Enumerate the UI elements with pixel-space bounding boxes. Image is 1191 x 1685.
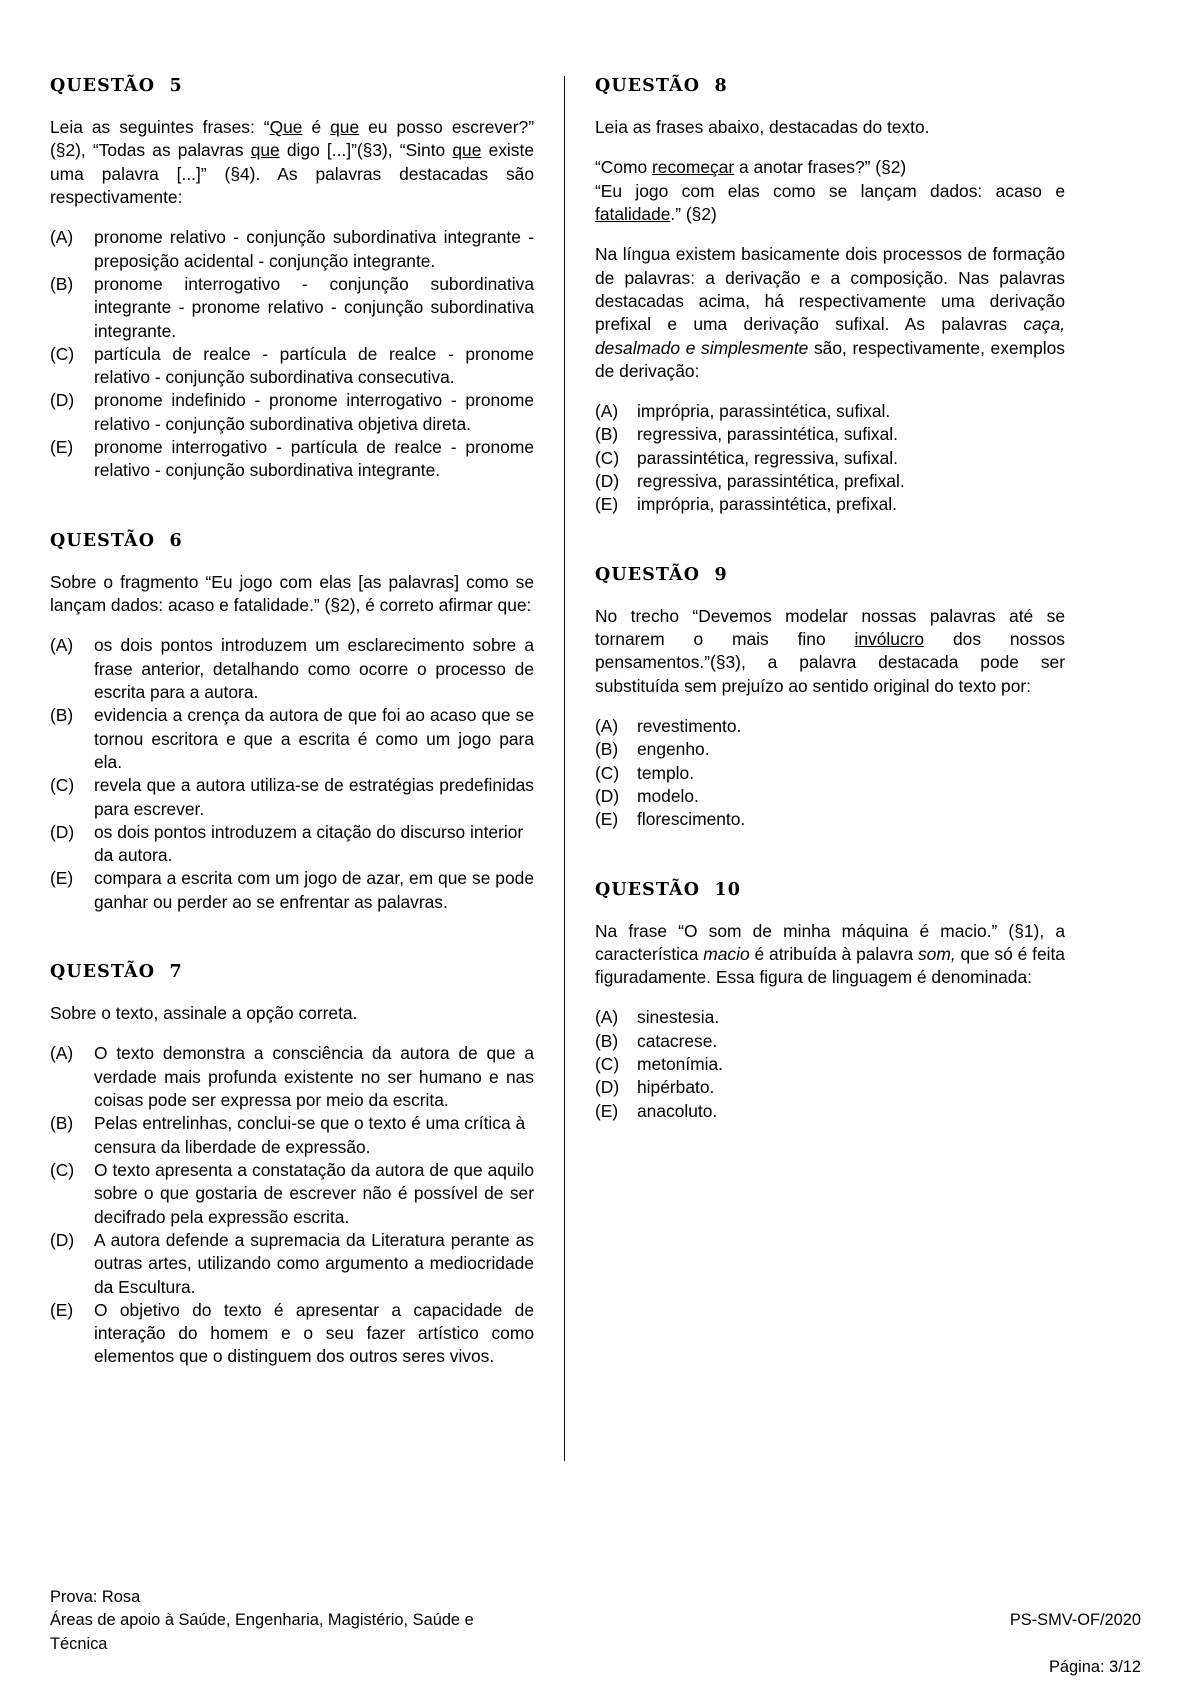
- option-label: (D): [50, 821, 75, 842]
- option-item[interactable]: [50, 867, 534, 914]
- option-label: (A): [595, 1007, 619, 1028]
- option-label: (D): [50, 1229, 75, 1250]
- option-item[interactable]: [50, 821, 534, 868]
- question-6: [50, 531, 534, 914]
- footer-left: [50, 1586, 474, 1656]
- footer-page-number: Página: 3/12: [1048, 1657, 1141, 1676]
- question-9-options: [595, 715, 1065, 832]
- option-item[interactable]: [595, 785, 1065, 808]
- option-label: (D): [595, 1077, 620, 1098]
- question-5-stem: Leia as seguintes frases: “Que é que eu posso escrever?” (§2), “Todas as palavras que digo [...]”(§3), “Sinto que existe uma palavra [...]” (§4). As palavras destacadas são respectivamente:: [50, 117, 534, 207]
- option-text: os dois pontos introduzem um esclarecimento sobre a frase anterior, detalhando como ocorre o processo de escrita para a autora.: [94, 635, 534, 702]
- question-7-stem: Sobre o texto, assinale a opção correta.: [50, 1003, 358, 1024]
- option-item[interactable]: [50, 1159, 534, 1229]
- question-5-title: QUESTÃO 5: [50, 76, 183, 96]
- option-text: engenho.: [637, 739, 710, 760]
- question-10-stem: Na frase “O som de minha máquina é macio.” (§1), a característica macio é atribuída à palavra som, que só é feita figuradamente. Essa figura de linguagem é denominada:: [595, 920, 1065, 988]
- option-text: regressiva, parassintética, sufixal.: [637, 424, 898, 445]
- question-9: [595, 565, 1065, 832]
- option-text: pronome interrogativo - partícula de realce - pronome relativo - conjunção subordinativa integrante.: [94, 437, 534, 481]
- question-9-title: QUESTÃO 9: [595, 564, 728, 585]
- option-label: (C): [50, 343, 75, 364]
- option-item[interactable]: [50, 1299, 534, 1369]
- question-8-quotes: [595, 156, 1065, 226]
- option-label: (A): [595, 715, 619, 736]
- option-item[interactable]: [50, 1042, 534, 1112]
- option-label: (A): [50, 635, 74, 656]
- option-label: (A): [595, 401, 619, 422]
- left-column: [50, 76, 550, 1446]
- question-10-title: QUESTÃO 10: [595, 879, 742, 900]
- option-label: (C): [50, 1159, 75, 1180]
- right-column: [565, 76, 1065, 1446]
- option-label: (B): [50, 705, 74, 726]
- option-text: florescimento.: [637, 809, 746, 830]
- option-text: catacrese.: [637, 1030, 718, 1051]
- option-text: os dois pontos introduzem a citação do discurso interior da autora.: [94, 821, 524, 866]
- option-text: compara a escrita com um jogo de azar, em que se pode ganhar ou perder ao se enfrentar as palavras.: [94, 868, 534, 912]
- option-label: (E): [595, 1100, 619, 1121]
- option-label: (E): [595, 494, 619, 515]
- question-5-options: [50, 226, 534, 482]
- option-text: revestimento.: [637, 715, 742, 736]
- option-label: (B): [595, 424, 619, 445]
- option-item[interactable]: [595, 470, 1065, 493]
- option-label: (E): [50, 437, 74, 458]
- option-item[interactable]: [595, 493, 1065, 516]
- option-text: pronome relativo - conjunção subordinativa integrante - preposição acidental - conjunção integrante.: [94, 227, 534, 271]
- footer-areas-line2: Técnica: [50, 1634, 108, 1653]
- option-text: modelo.: [637, 785, 699, 806]
- option-item[interactable]: [595, 808, 1065, 831]
- option-item[interactable]: [50, 273, 534, 343]
- spacer: [595, 519, 1065, 565]
- option-text: evidencia a crença da autora de que foi ao acaso que se tornou escritora e que a escrita é como um jogo para ela.: [94, 705, 534, 772]
- option-label: (C): [595, 1054, 620, 1075]
- option-item[interactable]: [50, 1112, 534, 1159]
- option-item[interactable]: [595, 1030, 1065, 1053]
- question-6-title: QUESTÃO 6: [50, 530, 183, 551]
- question-10: [595, 880, 1065, 1124]
- option-text: pronome interrogativo - conjunção subordinativa integrante - pronome relativo - conjunção subordinativa integrante.: [94, 273, 534, 341]
- option-item[interactable]: [595, 447, 1065, 470]
- footer-prova: Prova: Rosa: [50, 1588, 141, 1606]
- option-label: (D): [50, 390, 75, 411]
- option-item[interactable]: [595, 400, 1065, 423]
- option-text: sinestesia.: [637, 1007, 720, 1028]
- footer-right: [1010, 1586, 1141, 1685]
- option-label: (C): [595, 447, 620, 468]
- question-8: [595, 76, 1065, 517]
- option-text: metonímia.: [637, 1054, 724, 1075]
- option-item[interactable]: [50, 634, 534, 704]
- footer-exam-code: PS-SMV-OF/2020: [1009, 1611, 1141, 1630]
- option-label: (C): [595, 762, 620, 783]
- option-item[interactable]: [50, 343, 534, 390]
- question-6-stem: Sobre o fragmento “Eu jogo com elas [as palavras] como se lançam dados: acaso e fatalidade.” (§2), é correto afirmar que:: [50, 571, 534, 615]
- option-text: imprópria, parassintética, sufixal.: [637, 401, 891, 422]
- option-label: (B): [50, 1113, 74, 1134]
- option-item[interactable]: [50, 1229, 534, 1299]
- spacer: [50, 485, 534, 531]
- option-label: (E): [50, 868, 74, 889]
- question-10-options: [595, 1006, 1065, 1123]
- question-5: [50, 76, 534, 483]
- option-item[interactable]: [50, 704, 534, 774]
- question-6-options: [50, 634, 534, 914]
- option-text: anacoluto.: [637, 1100, 718, 1121]
- option-text: parassintética, regressiva, sufixal.: [637, 447, 898, 468]
- option-text: hipérbato.: [637, 1077, 715, 1098]
- quote-line: “Como recomeçar a anotar frases?” (§2): [595, 157, 907, 178]
- page-content: [50, 76, 1090, 1446]
- option-label: (B): [595, 739, 619, 760]
- question-8-intro: Leia as frases abaixo, destacadas do texto.: [595, 117, 930, 137]
- option-item[interactable]: [595, 1100, 1065, 1123]
- spacer: [595, 834, 1065, 880]
- question-7-title: QUESTÃO 7: [50, 962, 183, 983]
- option-label: (C): [50, 775, 75, 796]
- option-label: (A): [50, 227, 74, 248]
- option-text: templo.: [637, 762, 695, 783]
- option-text: Pelas entrelinhas, conclui-se que o texto é uma crítica à censura da liberdade de expressão.: [94, 1113, 526, 1157]
- option-text: imprópria, parassintética, prefixal.: [637, 494, 898, 515]
- option-label: (B): [595, 1030, 619, 1051]
- question-7: [50, 962, 534, 1369]
- option-item[interactable]: [50, 436, 534, 483]
- question-8-options: [595, 400, 1065, 517]
- option-item[interactable]: [595, 715, 1065, 738]
- option-label: (D): [595, 471, 620, 492]
- option-text: O objetivo do texto é apresentar a capacidade de interação do homem e o seu fazer artístico como elementos que o distinguem dos outros seres vivos.: [94, 1299, 534, 1367]
- option-item[interactable]: [50, 774, 534, 821]
- option-item[interactable]: [595, 1076, 1065, 1099]
- option-item[interactable]: [50, 226, 534, 273]
- option-text: O texto demonstra a consciência da autora de que a verdade mais profunda existente no ser humano e nas coisas pode ser expressa por meio da escrita.: [94, 1043, 534, 1110]
- question-9-stem: No trecho “Devemos modelar nossas palavras até se tornarem o mais fino invólucro dos nossos pensamentos.”(§3), a palavra destacada pode ser substituída sem prejuízo ao sentido original do texto por:: [595, 605, 1065, 696]
- option-item[interactable]: [595, 762, 1065, 785]
- question-8-stem: Na língua existem basicamente dois processos de formação de palavras: a derivação e a composição. Nas palavras destacadas acima, há respectivamente uma derivação prefixal e uma derivação sufixal. As palavras caça, desalmado e simplesmente são, respectivamente, exemplos de derivação:: [595, 244, 1065, 381]
- option-item[interactable]: [595, 738, 1065, 761]
- question-7-options: [50, 1042, 534, 1368]
- quote-line: “Eu jogo com elas como se lançam dados: acaso e fatalidade.” (§2): [595, 180, 1065, 224]
- option-label: (D): [595, 785, 620, 806]
- option-label: (E): [595, 809, 619, 830]
- option-text: O texto apresenta a constatação da autora de que aquilo sobre o que gostaria de escrever não é possível de ser decifrado pela expressão escrita.: [94, 1159, 534, 1227]
- option-text: regressiva, parassintética, prefixal.: [637, 471, 905, 492]
- option-label: (B): [50, 273, 74, 294]
- spacer: [50, 916, 534, 962]
- option-label: (A): [50, 1043, 74, 1064]
- question-8-title: QUESTÃO 8: [595, 76, 728, 96]
- footer-areas-line1: Áreas de apoio à Saúde, Engenharia, Magistério, Saúde e: [50, 1611, 474, 1630]
- option-text: pronome indefinido - pronome interrogativo - pronome relativo - conjunção subordinativa objetiva direta.: [94, 390, 534, 434]
- page-footer: [50, 1586, 1141, 1685]
- option-text: revela que a autora utiliza-se de estratégias predefinidas para escrever.: [94, 775, 534, 819]
- option-text: A autora defende a supremacia da Literatura perante as outras artes, utilizando como argumento a mediocridade da Escultura.: [94, 1229, 534, 1297]
- option-label: (E): [50, 1299, 74, 1320]
- option-item[interactable]: [595, 423, 1065, 446]
- option-item[interactable]: [595, 1006, 1065, 1029]
- option-text: partícula de realce - partícula de realce - pronome relativo - conjunção subordinativa consecutiva.: [94, 343, 534, 388]
- option-item[interactable]: [595, 1053, 1065, 1076]
- option-item[interactable]: [50, 389, 534, 436]
